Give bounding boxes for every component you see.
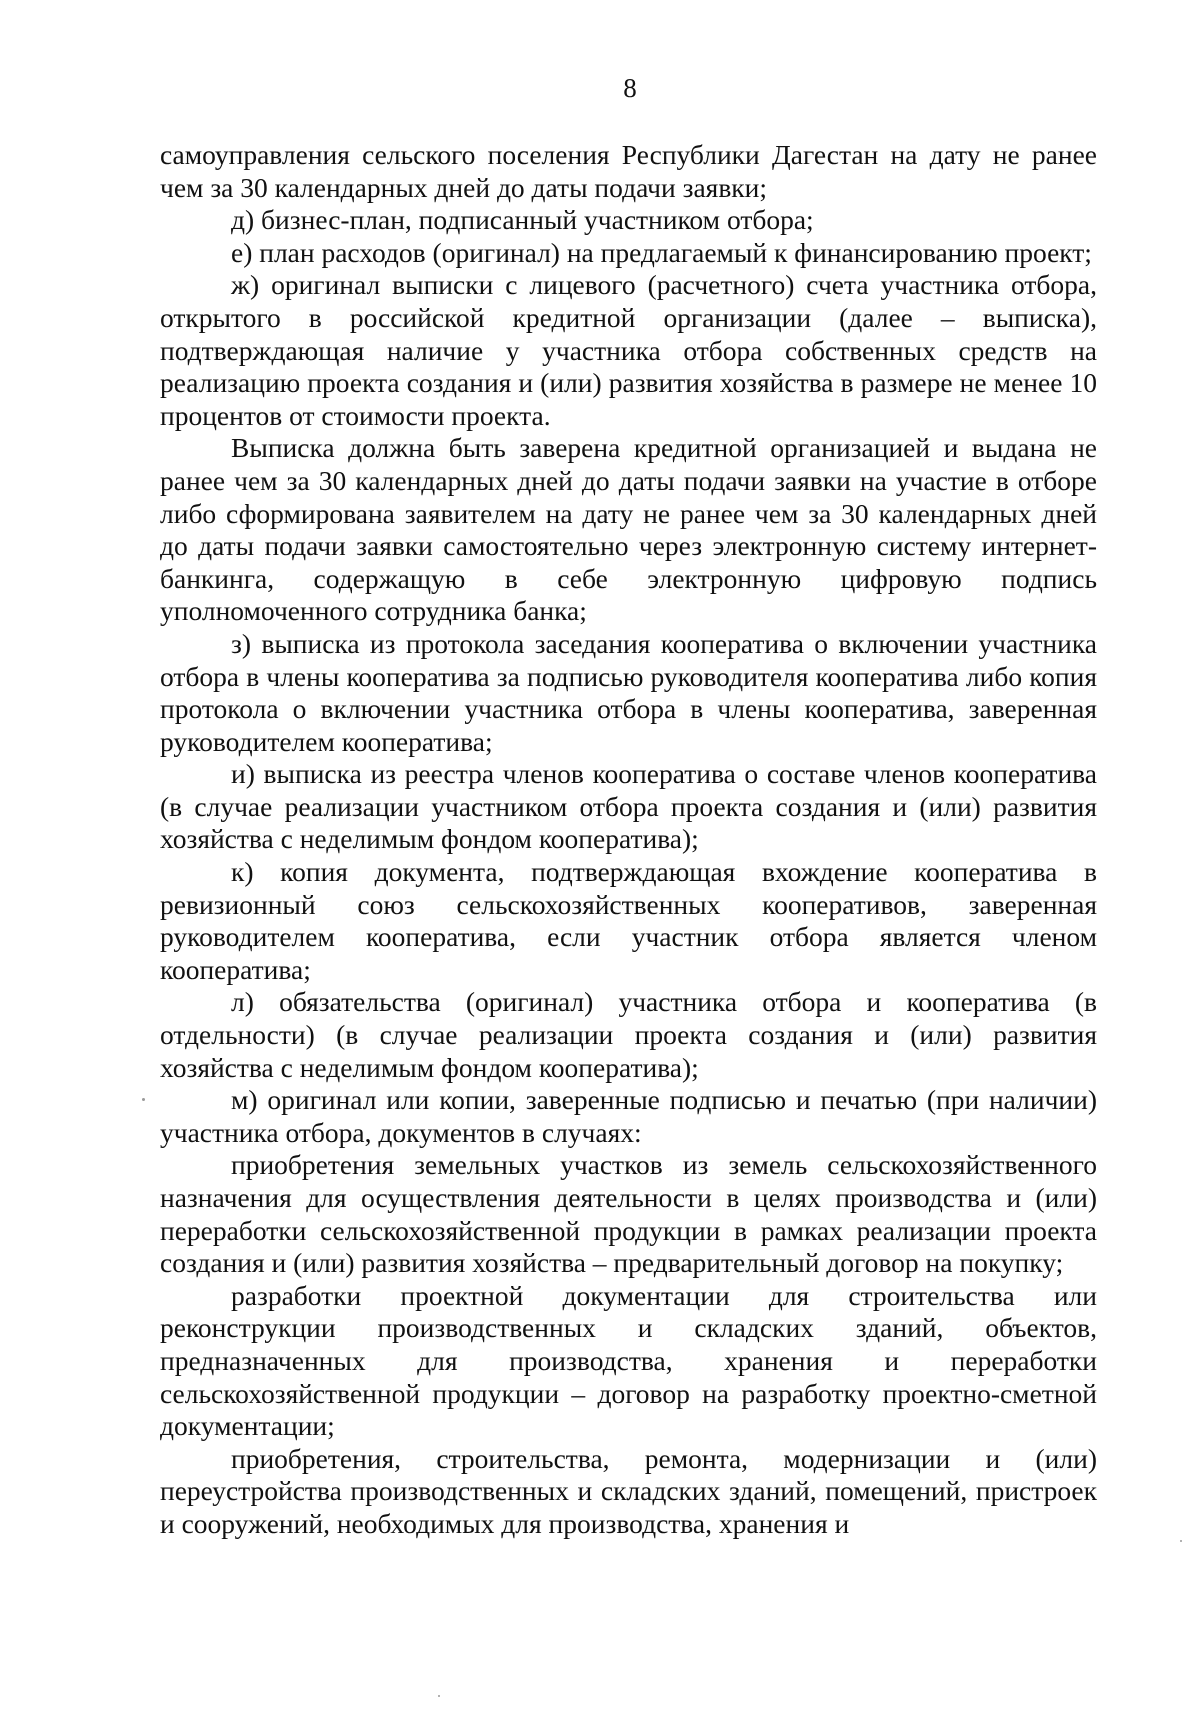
page-number: 8: [623, 73, 637, 103]
paragraph: и) выписка из реестра членов кооператива о составе членов кооператива (в случае реализации участником отбора проекта создания и (или) развития хозяйства с неделимым фондом кооператива);: [160, 758, 1097, 855]
paragraph: е) план расходов (оригинал) на предлагаемый к финансированию проект;: [231, 236, 1092, 268]
scan-speck: [1180, 1540, 1182, 1542]
paragraph: л) обязательства (оригинал) участника отбора и кооператива (в отдельности) (в случае реализации проекта создания и (или) развития хозяйства с неделимым фондом кооператива);: [160, 986, 1097, 1083]
paragraph: ж) оригинал выписки с лицевого (расчетного) счета участника отбора, открытого в российской кредитной организации (далее – выписка), подтверждающая наличие у участника отбора собственных средств на реализацию проекта создания и (или) развития хозяйства в размере не менее 10 процентов от стоимости проекта.: [160, 269, 1097, 431]
paragraph: приобретения земельных участков из земель сельскохозяйственного назначения для осуществления деятельности в целях производства и (или) переработки сельскохозяйственной продукции в рамках реализации проекта создания и (или) развития хозяйства – предварительный договор на покупку;: [160, 1149, 1097, 1279]
paragraph: к) копия документа, подтверждающая вхождение кооператива в ревизионный союз сельскохозяйственных кооперативов, заверенная руководителем кооператива, если участник отбора является членом кооператива;: [160, 856, 1097, 985]
document-body: [160, 139, 1097, 1541]
paragraph: з) выписка из протокола заседания кооператива о включении участника отбора в члены кооператива за подписью руководителя кооператива либо копия протокола о включении участника отбора в члены кооператива, заверенная руководителем кооператива;: [160, 627, 1097, 757]
paragraph: разработки проектной документации для строительства или реконструкции производственных и складских зданий, объектов, предназначенных для производства, хранения и переработки сельскохозяйственной продукции – договор на разработку проектно-сметной документации;: [160, 1279, 1097, 1442]
scan-speck: [438, 1695, 440, 1697]
paragraph: самоуправления сельского поселения Республики Дагестан на дату не ранее чем за 30 календарных дней до даты подачи заявки;: [160, 139, 1097, 203]
paragraph: д) бизнес-план, подписанный участником отбора;: [231, 204, 814, 236]
scan-speck: [142, 1098, 145, 1101]
paragraph: приобретения, строительства, ремонта, модернизации и (или) переустройства производственных и складских зданий, помещений, пристроек и сооружений, необходимых для производства, хранения и: [160, 1442, 1097, 1539]
paragraph: Выписка должна быть заверена кредитной организацией и выдана не ранее чем за 30 календарных дней до даты подачи заявки на участие в отборе либо сформирована заявителем на дату не ранее чем за 30 календарных дней до даты подачи заявки самостоятельно через электронную систему интернет-банкинга, содержащую в себе электронную цифровую подпись уполномоченного сотрудника банка;: [160, 432, 1097, 627]
paragraph: м) оригинал или копии, заверенные подписью и печатью (при наличии) участника отбора, документов в случаях:: [160, 1084, 1097, 1148]
